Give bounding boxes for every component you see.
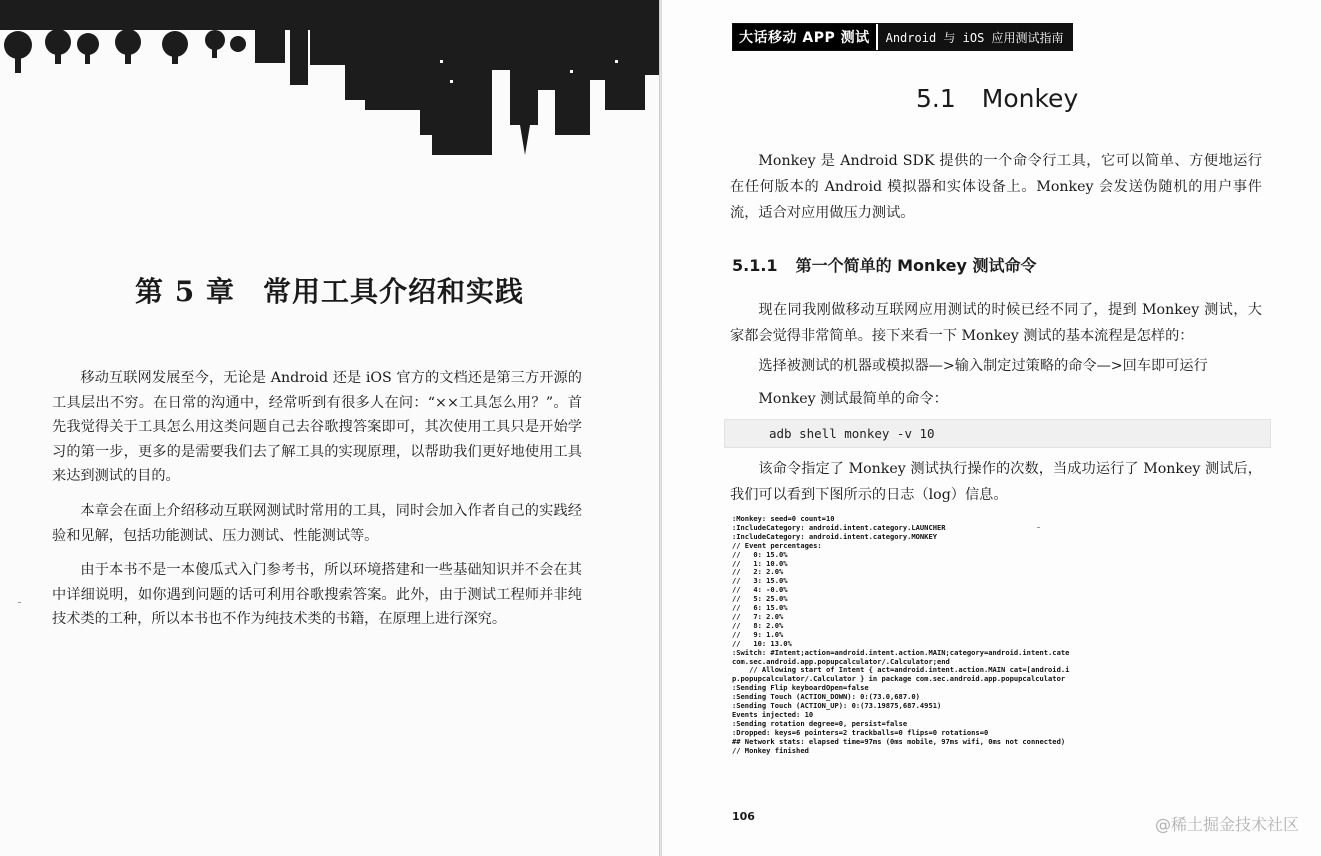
log-line: :Sending Flip keyboardOpen=false xyxy=(732,683,869,693)
section-heading xyxy=(916,84,1078,113)
log-line: :Sending Touch (ACTION_UP): 0:(73.19875,687.4951) xyxy=(732,701,942,711)
log-line: :IncludeCategory: android.intent.category.LAUNCHER xyxy=(732,522,946,532)
subsection-heading xyxy=(732,253,1037,276)
log-line: Events injected: 10 xyxy=(732,709,814,719)
paragraph: 移动互联网发展至今，无论是 Android 还是 iOS 官方的文档还是第三方开源的工具层出不穷。在日常的沟通中，经常听到有很多人在问：“××工具怎么用？”。首先我觉得关于工具怎么用这类问题自己去谷歌搜答案即可，其次使用工具只是开始学习的第一步，更多的是需要我们去了解工具的实现原理，以帮助我们更好地使用工具来达到测试的目的。 xyxy=(52,370,582,485)
log-line: ## Network stats: elapsed time=97ms (0ms mobile, 97ms wifi, 0ms not connected) xyxy=(732,736,1066,746)
chapter-title xyxy=(0,270,659,310)
log-line: com.sec.android.app.popupcalculator/.Calculator;end xyxy=(732,656,950,666)
command-text: adb shell monkey -v 10 xyxy=(769,426,935,441)
chapter-intro-body xyxy=(52,366,582,642)
section-number: 5.1 xyxy=(916,84,956,113)
log-line: // Event percentages: xyxy=(732,540,822,550)
log-line: // 6: 15.0% xyxy=(732,603,788,613)
log-line: // 9: 1.0% xyxy=(732,629,784,639)
subsection-number: 5.1.1 xyxy=(732,256,778,275)
flow-description: 选择被测试的机器或模拟器—>输入制定过策略的命令—>回车即可运行 xyxy=(758,358,1208,374)
book-subtitle: Android 与 iOS 应用测试指南 xyxy=(885,31,1064,45)
book-brand: 大话移动 APP 测试 xyxy=(733,24,878,50)
page-number: 106 xyxy=(732,810,755,823)
log-line: // Allowing start of Intent { act=android.intent.action.MAIN cat=[android.i xyxy=(732,665,1070,675)
log-line: // 3: 15.0% xyxy=(732,576,788,586)
subsection-name: 第一个简单的 Monkey 测试命令 xyxy=(795,256,1037,275)
chapter-number: 第 5 章 xyxy=(135,275,235,308)
section-name: Monkey xyxy=(981,84,1079,113)
left-page xyxy=(0,0,659,856)
section-intro: Monkey 是 Android SDK 提供的一个命令行工具，它可以简单、方便地运行在任何版本的 Android 模拟器和实体设备上。Monkey 会发送伪随机的用户事件流，适合对应用做压力测试。 xyxy=(730,153,1262,221)
running-header xyxy=(732,23,1073,51)
log-line: :Dropped: keys=6 pointers=2 trackballs=0 flips=0 rotations=0 xyxy=(732,727,989,737)
log-line: // 0: 15.0% xyxy=(732,549,788,559)
log-line: // 4: -0.0% xyxy=(732,585,788,595)
log-line: // 1: 10.0% xyxy=(732,558,788,568)
chapter-name: 常用工具介绍和实践 xyxy=(262,275,524,308)
right-page xyxy=(662,0,1321,856)
code-block xyxy=(724,419,1271,448)
paragraph: 该命令指定了 Monkey 测试执行操作的次数，当成功运行了 Monkey 测试后，我们可以看到下图所示的日志（log）信息。 xyxy=(730,461,1262,503)
log-line: :IncludeCategory: android.intent.category.MONKEY xyxy=(732,531,937,541)
monkey-log-output xyxy=(732,515,1302,755)
log-line: // 8: 2.0% xyxy=(732,620,784,630)
log-line: // Monkey finished xyxy=(732,745,809,755)
log-line: // 2: 2.0% xyxy=(732,567,784,577)
log-line: // 10: 13.0% xyxy=(732,638,792,648)
log-line: :Sending Touch (ACTION_DOWN): 0:(73.0,687.0) xyxy=(732,692,920,702)
log-line: :Switch: #Intent;action=android.intent.action.MAIN;category=android.intent.cate xyxy=(732,647,1070,657)
paragraph: 由于本书不是一本傻瓜式入门参考书，所以环境搭建和一些基础知识并不会在其中详细说明，如你遇到问题的话可利用谷歌搜索答案。此外，由于测试工程师并非纯技术类的工种，所以本书也不作为纯技术类的书籍，在原理上进行深究。 xyxy=(52,562,582,628)
watermark: @稀土掘金技术社区 xyxy=(1154,815,1299,834)
log-line: // 5: 25.0% xyxy=(732,594,788,604)
paragraph: 本章会在面上介绍移动互联网测试时常用的工具，同时会加入作者自己的实践经验和见解，包括功能测试、压力测试、性能测试等。 xyxy=(52,502,582,544)
log-line: :Monkey: seed=0 count=10 xyxy=(732,514,835,523)
paragraph: 现在同我刚做移动互联网应用测试的时候已经不同了，提到 Monkey 测试，大家都会觉得非常简单。接下来看一下 Monkey 测试的基本流程是怎样的： xyxy=(730,302,1262,344)
log-line: p.popupcalculator/.Calculator } in package com.sec.android.app.popupcalculator xyxy=(732,674,1066,684)
log-line: :Sending rotation degree=0, persist=false xyxy=(732,718,908,728)
command-label: Monkey 测试最简单的命令： xyxy=(758,391,948,407)
city-skyline-illustration xyxy=(0,0,659,160)
log-line: // 7: 2.0% xyxy=(732,611,784,621)
